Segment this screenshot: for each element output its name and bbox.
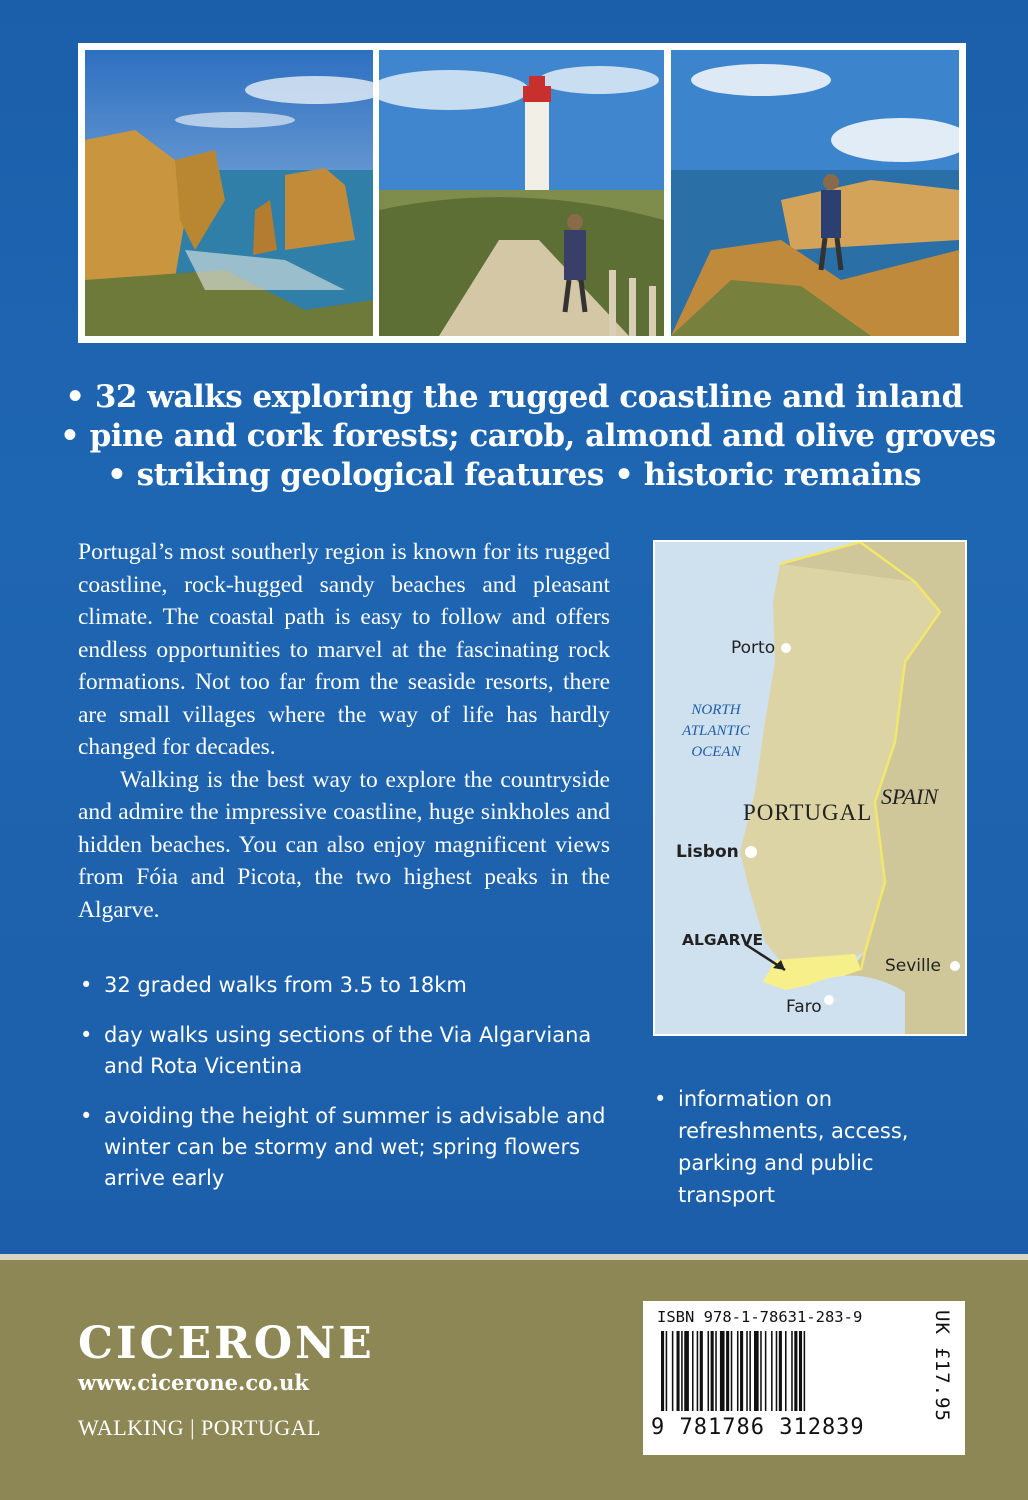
feature-list: [78, 970, 618, 1213]
description-paragraph: Portugal’s most southerly region is known for its rugged coastline, rock-hugged sandy beaches and pleasant climate. The coastal path is easy to follow and offers endless opportunities to marvel at the fascinating rock formations. Not too far from the seaside resorts, there are small villages where the way of life has hardly changed for decades.: [78, 539, 610, 760]
clifftop-walker-photo: [671, 50, 959, 336]
barcode-icon: [661, 1331, 941, 1411]
map-label-lisbon: Lisbon: [676, 842, 739, 862]
map-label-spain: SPAIN: [881, 784, 939, 809]
feature-item: • avoiding the height of summer is advisable and winter can be stormy and wet; spring flowers arrive early: [78, 1101, 618, 1194]
lighthouse-walker-photo: [379, 50, 664, 336]
feature-item: • 32 graded walks from 3.5 to 18km: [78, 970, 618, 1001]
category-label: WALKING | PORTUGAL: [78, 1415, 322, 1440]
description-paragraph: Walking is the best way to explore the countryside and admire the impressive coastline, huge sinkholes and hidden beaches. You can also enjoy magnificent views from Fóia and Picota, the two highest peaks in the Algarve.: [78, 766, 610, 923]
highlights: [60, 378, 996, 495]
publisher-url[interactable]: www.cicerone.co.uk: [78, 1370, 309, 1395]
map-label-porto: Porto: [731, 638, 776, 658]
barcode-number: 9 781786 312839: [651, 1415, 865, 1440]
feature-item: • day walks using sections of the Via Algarviana and Rota Vicentina: [78, 1020, 618, 1082]
map-label-ocean: NORTH ATLANTIC OCEAN: [682, 702, 750, 760]
map-label-faro: Faro: [786, 997, 822, 1017]
isbn-text: ISBN 978-1-78631-283-9: [657, 1308, 863, 1326]
map-label-portugal: PORTUGAL: [743, 800, 873, 825]
map-label-seville: Seville: [885, 956, 941, 976]
publisher-logo: CICERONE: [78, 1318, 375, 1369]
highlight-line: • pine and cork forests; carob, almond and olive groves: [60, 418, 996, 454]
highlight-line: • 32 walks exploring the rugged coastline and inland: [65, 379, 963, 415]
map-label-algarve: ALGARVE: [682, 931, 764, 949]
highlight-line: • striking geological features • historic remains: [107, 457, 921, 493]
location-map: [653, 540, 967, 1036]
description: [78, 536, 610, 926]
price-label: UK £17.95: [931, 1310, 953, 1422]
feature-list-right: [652, 1083, 952, 1230]
photo-strip: [78, 43, 966, 343]
feature-item: • information on refreshments, access, parking and public transport: [652, 1083, 952, 1211]
coastal-rock-formations-photo: [85, 50, 373, 336]
